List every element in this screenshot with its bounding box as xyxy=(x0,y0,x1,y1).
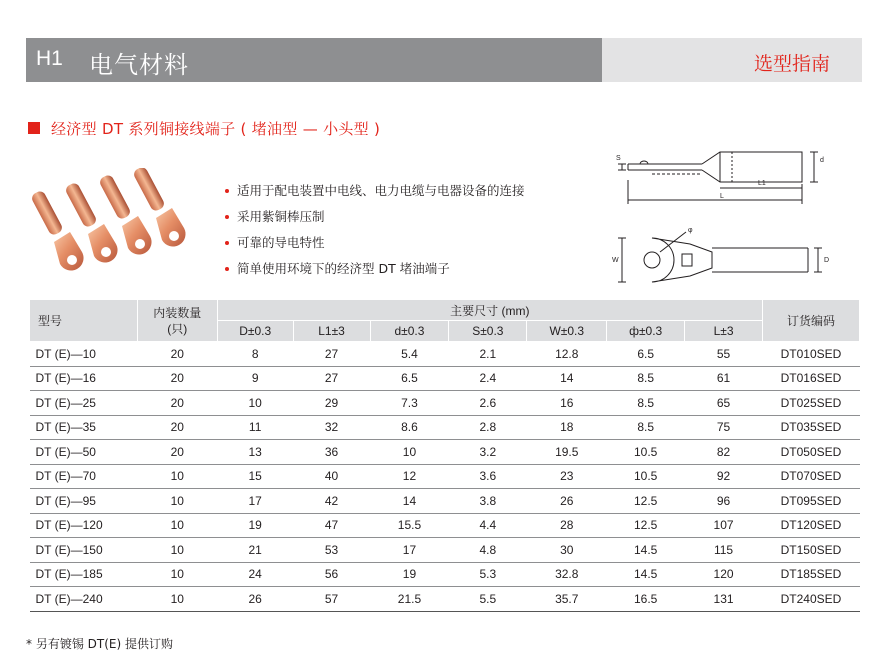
table-row xyxy=(30,415,860,440)
top-view xyxy=(618,232,822,282)
model-cell: DT (E)—240 xyxy=(30,587,138,612)
table-cell: 12.5 xyxy=(607,489,685,514)
order-code-cell: DT120SED xyxy=(762,513,859,538)
table-cell: 16.5 xyxy=(607,587,685,612)
table-cell: 19.5 xyxy=(527,440,607,465)
table-cell: 53 xyxy=(293,538,370,563)
table-cell: 26 xyxy=(217,587,293,612)
table-cell: 35.7 xyxy=(527,587,607,612)
col-order-header: 订货编码 xyxy=(762,300,859,342)
table-cell: 36 xyxy=(293,440,370,465)
table-row xyxy=(30,440,860,465)
table-cell: 14.5 xyxy=(607,538,685,563)
sub-header: W±0.3 xyxy=(527,321,607,342)
order-code-cell: DT095SED xyxy=(762,489,859,514)
sub-header: d±0.3 xyxy=(370,321,449,342)
table-cell: 14 xyxy=(370,489,449,514)
table-cell: 29 xyxy=(293,391,370,416)
sub-header: L1±3 xyxy=(293,321,370,342)
table-cell: 19 xyxy=(370,562,449,587)
table-cell: 23 xyxy=(527,464,607,489)
table-cell: 20 xyxy=(137,342,217,367)
table-cell: 11 xyxy=(217,415,293,440)
table-cell: 10 xyxy=(137,464,217,489)
table-cell: 27 xyxy=(293,342,370,367)
col-model-header: 型号 xyxy=(30,300,138,342)
table-cell: 2.8 xyxy=(449,415,527,440)
table-row xyxy=(30,391,860,416)
model-cell: DT (E)—25 xyxy=(30,391,138,416)
feature-list xyxy=(225,178,525,282)
order-code-cell: DT070SED xyxy=(762,464,859,489)
table-cell: 2.4 xyxy=(449,366,527,391)
order-code-cell: DT050SED xyxy=(762,440,859,465)
table-cell: 5.5 xyxy=(449,587,527,612)
table-cell: 12.8 xyxy=(527,342,607,367)
table-cell: 13 xyxy=(217,440,293,465)
table-cell: 20 xyxy=(137,391,217,416)
order-code-cell: DT240SED xyxy=(762,587,859,612)
table-cell: 26 xyxy=(527,489,607,514)
order-code-cell: DT150SED xyxy=(762,538,859,563)
sub-header: L±3 xyxy=(685,321,763,342)
table-row xyxy=(30,342,860,367)
model-cell: DT (E)—50 xyxy=(30,440,138,465)
table-cell: 8.5 xyxy=(607,415,685,440)
table-cell: 8 xyxy=(217,342,293,367)
table-row xyxy=(30,464,860,489)
table-cell: 17 xyxy=(370,538,449,563)
table-cell: 3.8 xyxy=(449,489,527,514)
model-cell: DT (E)—35 xyxy=(30,415,138,440)
table-cell: 42 xyxy=(293,489,370,514)
table-cell: 10 xyxy=(217,391,293,416)
table-cell: 17 xyxy=(217,489,293,514)
col-qty-header: 内装数量 (只) xyxy=(137,300,217,342)
chapter-title: 电气材料 xyxy=(89,51,189,79)
model-cell: DT (E)—95 xyxy=(30,489,138,514)
table-cell: 47 xyxy=(293,513,370,538)
table-row xyxy=(30,366,860,391)
table-cell: 10 xyxy=(370,440,449,465)
side-view xyxy=(618,152,818,204)
dim-phi-label: φ xyxy=(688,227,693,234)
table-cell: 30 xyxy=(527,538,607,563)
page-header xyxy=(26,38,862,82)
col-dims-header: 主要尺寸 (mm) xyxy=(217,300,762,321)
table-cell: 92 xyxy=(685,464,763,489)
table-cell: 5.3 xyxy=(449,562,527,587)
table-cell: 16 xyxy=(527,391,607,416)
table-cell: 40 xyxy=(293,464,370,489)
section-title: 经济型 DT 系列铜接线端子 ( 堵油型 — 小头型 ) xyxy=(51,120,381,138)
table-cell: 82 xyxy=(685,440,763,465)
table-cell: 21 xyxy=(217,538,293,563)
order-code-cell: DT035SED xyxy=(762,415,859,440)
table-cell: 10.5 xyxy=(607,440,685,465)
dim-l1-label: L1 xyxy=(758,180,766,187)
table-cell: 131 xyxy=(685,587,763,612)
table-cell: 27 xyxy=(293,366,370,391)
table-cell: 8.5 xyxy=(607,366,685,391)
model-cell: DT (E)—185 xyxy=(30,562,138,587)
table-cell: 2.6 xyxy=(449,391,527,416)
table-cell: 10.5 xyxy=(607,464,685,489)
model-cell: DT (E)—10 xyxy=(30,342,138,367)
spec-table xyxy=(29,299,860,612)
table-cell: 15.5 xyxy=(370,513,449,538)
table-cell: 3.2 xyxy=(449,440,527,465)
order-code-cell: DT185SED xyxy=(762,562,859,587)
table-cell: 10 xyxy=(137,513,217,538)
table-cell: 32 xyxy=(293,415,370,440)
table-cell: 14 xyxy=(527,366,607,391)
table-cell: 10 xyxy=(137,489,217,514)
order-code-cell: DT016SED xyxy=(762,366,859,391)
table-row xyxy=(30,562,860,587)
table-cell: 57 xyxy=(293,587,370,612)
table-cell: 61 xyxy=(685,366,763,391)
table-cell: 75 xyxy=(685,415,763,440)
model-cell: DT (E)—16 xyxy=(30,366,138,391)
table-cell: 56 xyxy=(293,562,370,587)
feature-item: 可靠的导电特性 xyxy=(225,230,525,256)
table-cell: 9 xyxy=(217,366,293,391)
table-cell: 28 xyxy=(527,513,607,538)
table-cell: 19 xyxy=(217,513,293,538)
sub-header: D±0.3 xyxy=(217,321,293,342)
table-cell: 32.8 xyxy=(527,562,607,587)
table-cell: 24 xyxy=(217,562,293,587)
table-cell: 15 xyxy=(217,464,293,489)
dim-d-small-label: d xyxy=(820,157,824,164)
table-cell: 55 xyxy=(685,342,763,367)
sub-header: ф±0.3 xyxy=(607,321,685,342)
feature-item: 适用于配电装置中电线、电力电缆与电器设备的连接 xyxy=(225,178,525,204)
header-title-band xyxy=(26,38,602,82)
table-body xyxy=(30,342,860,612)
table-cell: 65 xyxy=(685,391,763,416)
model-cell: DT (E)—120 xyxy=(30,513,138,538)
table-cell: 6.5 xyxy=(370,366,449,391)
table-cell: 10 xyxy=(137,538,217,563)
table-row xyxy=(30,587,860,612)
chapter-code: H1 xyxy=(36,47,63,70)
table-cell: 21.5 xyxy=(370,587,449,612)
table-cell: 20 xyxy=(137,440,217,465)
copper-lugs-photo xyxy=(30,168,210,276)
table-cell: 12.5 xyxy=(607,513,685,538)
table-row xyxy=(30,513,860,538)
table-cell: 7.3 xyxy=(370,391,449,416)
dim-l-label: L xyxy=(720,193,724,200)
table-cell: 5.4 xyxy=(370,342,449,367)
footnote: * 另有镀锡 DT(E) 提供订购 xyxy=(26,637,173,651)
feature-item: 采用紫铜棒压制 xyxy=(225,204,525,230)
table-cell: 12 xyxy=(370,464,449,489)
table-cell: 8.6 xyxy=(370,415,449,440)
table-cell: 120 xyxy=(685,562,763,587)
table-cell: 107 xyxy=(685,513,763,538)
dim-w-label: W xyxy=(612,257,619,264)
table-cell: 115 xyxy=(685,538,763,563)
model-cell: DT (E)—70 xyxy=(30,464,138,489)
table-cell: 6.5 xyxy=(607,342,685,367)
table-cell: 8.5 xyxy=(607,391,685,416)
table-cell: 14.5 xyxy=(607,562,685,587)
table-cell: 10 xyxy=(137,587,217,612)
table-cell: 4.4 xyxy=(449,513,527,538)
table-cell: 4.8 xyxy=(449,538,527,563)
guide-label: 选型指南 xyxy=(753,53,830,75)
model-cell: DT (E)—150 xyxy=(30,538,138,563)
dim-d-label: D xyxy=(824,257,830,264)
table-cell: 18 xyxy=(527,415,607,440)
table-cell: 20 xyxy=(137,366,217,391)
table-cell: 96 xyxy=(685,489,763,514)
table-row xyxy=(30,538,860,563)
table-cell: 20 xyxy=(137,415,217,440)
dim-s-label: S xyxy=(616,155,621,162)
header-side-band xyxy=(602,38,862,82)
square-bullet-icon xyxy=(28,122,40,134)
order-code-cell: DT010SED xyxy=(762,342,859,367)
table-cell: 10 xyxy=(137,562,217,587)
feature-item: 简单使用环境下的经济型 DT 堵油端子 xyxy=(225,256,525,282)
sub-header: S±0.3 xyxy=(449,321,527,342)
table-cell: 3.6 xyxy=(449,464,527,489)
table-cell: 2.1 xyxy=(449,342,527,367)
lug-dimension-drawing xyxy=(612,140,848,292)
order-code-cell: DT025SED xyxy=(762,391,859,416)
table-row xyxy=(30,489,860,514)
